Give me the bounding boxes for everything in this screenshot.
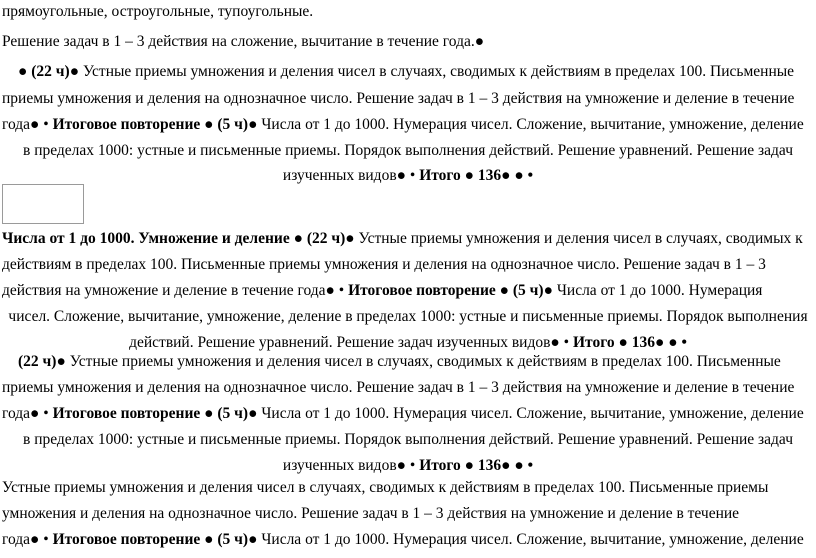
line-6 — [0, 141, 816, 161]
empty-table-cell — [2, 184, 84, 224]
line-1 — [2, 2, 313, 22]
line-10 — [2, 281, 762, 301]
line-4 — [2, 89, 794, 109]
text-run: действий. Решение уравнений. Решение задач изученных видов● • — [129, 334, 573, 351]
text-run: умножения и деления на однозначное число. Решение задач в 1 – 3 действия на умножение и деление в течение — [2, 505, 740, 522]
text-run: прямоугольные, остроугольные, тупоугольные. — [2, 3, 314, 20]
line-3 — [18, 62, 794, 82]
section-heading: Числа от 1 до 1000. Умножение и деление ● (22 ч)● — [2, 230, 355, 247]
text-run: года● • — [2, 531, 53, 548]
text-run: в пределах 1000: устные и письменные приемы. Порядок выполнения действий. Решение уравнений. Решение задач — [23, 142, 793, 159]
text-run: действиям в пределах 100. Письменные приемы умножения и деления на однозначное число. Решение задач в 1 – 3 — [2, 256, 766, 273]
text-run: действия на умножение и деление в течение года● • — [2, 282, 349, 299]
line-13 — [18, 352, 781, 372]
line-8 — [2, 229, 803, 249]
text-run: приемы умножения и деления на однозначное число. Решение задач в 1 – 3 действия на умножение и деление в течение — [2, 90, 795, 107]
line-17 — [0, 456, 816, 476]
line-18 — [2, 478, 768, 498]
text-run: Числа от 1 до 1000. Нумерация чисел. Сложение, вычитание, умножение, деление — [257, 405, 804, 422]
text-run: года● • — [2, 405, 53, 422]
text-run: Числа от 1 до 1000. Нумерация — [552, 282, 763, 299]
line-12 — [0, 333, 816, 353]
section-heading: Итоговое повторение ● (5 ч)● — [52, 116, 258, 133]
line-14 — [2, 378, 794, 398]
total-label: Итого ● 136● ● • — [572, 334, 687, 351]
text-run: изученных видов● • — [282, 457, 420, 474]
section-heading: Итоговое повторение ● (5 ч)● — [52, 405, 258, 422]
text-run: года● • — [2, 116, 53, 133]
text-run: в пределах 1000: устные и письменные приемы. Порядок выполнения действий. Решение уравнений. Решение задач — [23, 431, 793, 448]
hours-label: (22 ч)● — [31, 63, 80, 80]
text-run: Устные приемы умножения и деления чисел в случаях, сводимых к — [354, 230, 803, 247]
total-label: Итого ● 136● ● • — [419, 457, 534, 474]
section-heading: Итоговое повторение ● (5 ч)● — [348, 282, 553, 299]
text-run: чисел. Сложение, вычитание, умножение, деление в пределах 1000: устные и письменные приемы. Порядок выполнения — [8, 308, 808, 325]
line-9 — [2, 255, 766, 275]
text-run: изученных видов● • — [282, 167, 420, 184]
text-run: Устные приемы умножения и деления чисел в случаях, сводимых к действиям в пределах 100. Письменные — [65, 353, 781, 370]
line-5 — [2, 115, 804, 135]
text-run: Устные приемы умножения и деления чисел в случаях, сводимых к действиям в пределах 100. Письменные — [79, 63, 795, 80]
bullet-text: ● — [18, 63, 32, 80]
hours-label: (22 ч)● — [18, 353, 66, 370]
line-16 — [0, 430, 816, 450]
line-7 — [0, 166, 816, 186]
section-heading: Итоговое повторение ● (5 ч)● — [52, 531, 258, 548]
line-2 — [2, 32, 484, 52]
text-run: Числа от 1 до 1000. Нумерация чисел. Сложение, вычитание, умножение, деление — [257, 531, 804, 548]
line-11 — [0, 307, 816, 327]
text-run: приемы умножения и деления на однозначное число. Решение задач в 1 – 3 действия на умножение и деление в течение — [2, 379, 795, 396]
line-15 — [2, 404, 804, 424]
total-label: Итого ● 136● ● • — [419, 167, 534, 184]
text-run: Решение задач в 1 – 3 действия на сложение, вычитание в течение года.● — [2, 33, 485, 50]
text-run: Устные приемы умножения и деления чисел в случаях, сводимых к действиям в пределах 100. Письменные приемы — [2, 479, 769, 496]
text-run: Числа от 1 до 1000. Нумерация чисел. Сложение, вычитание, умножение, деление — [257, 116, 804, 133]
line-19 — [2, 504, 739, 524]
line-20 — [2, 530, 804, 550]
